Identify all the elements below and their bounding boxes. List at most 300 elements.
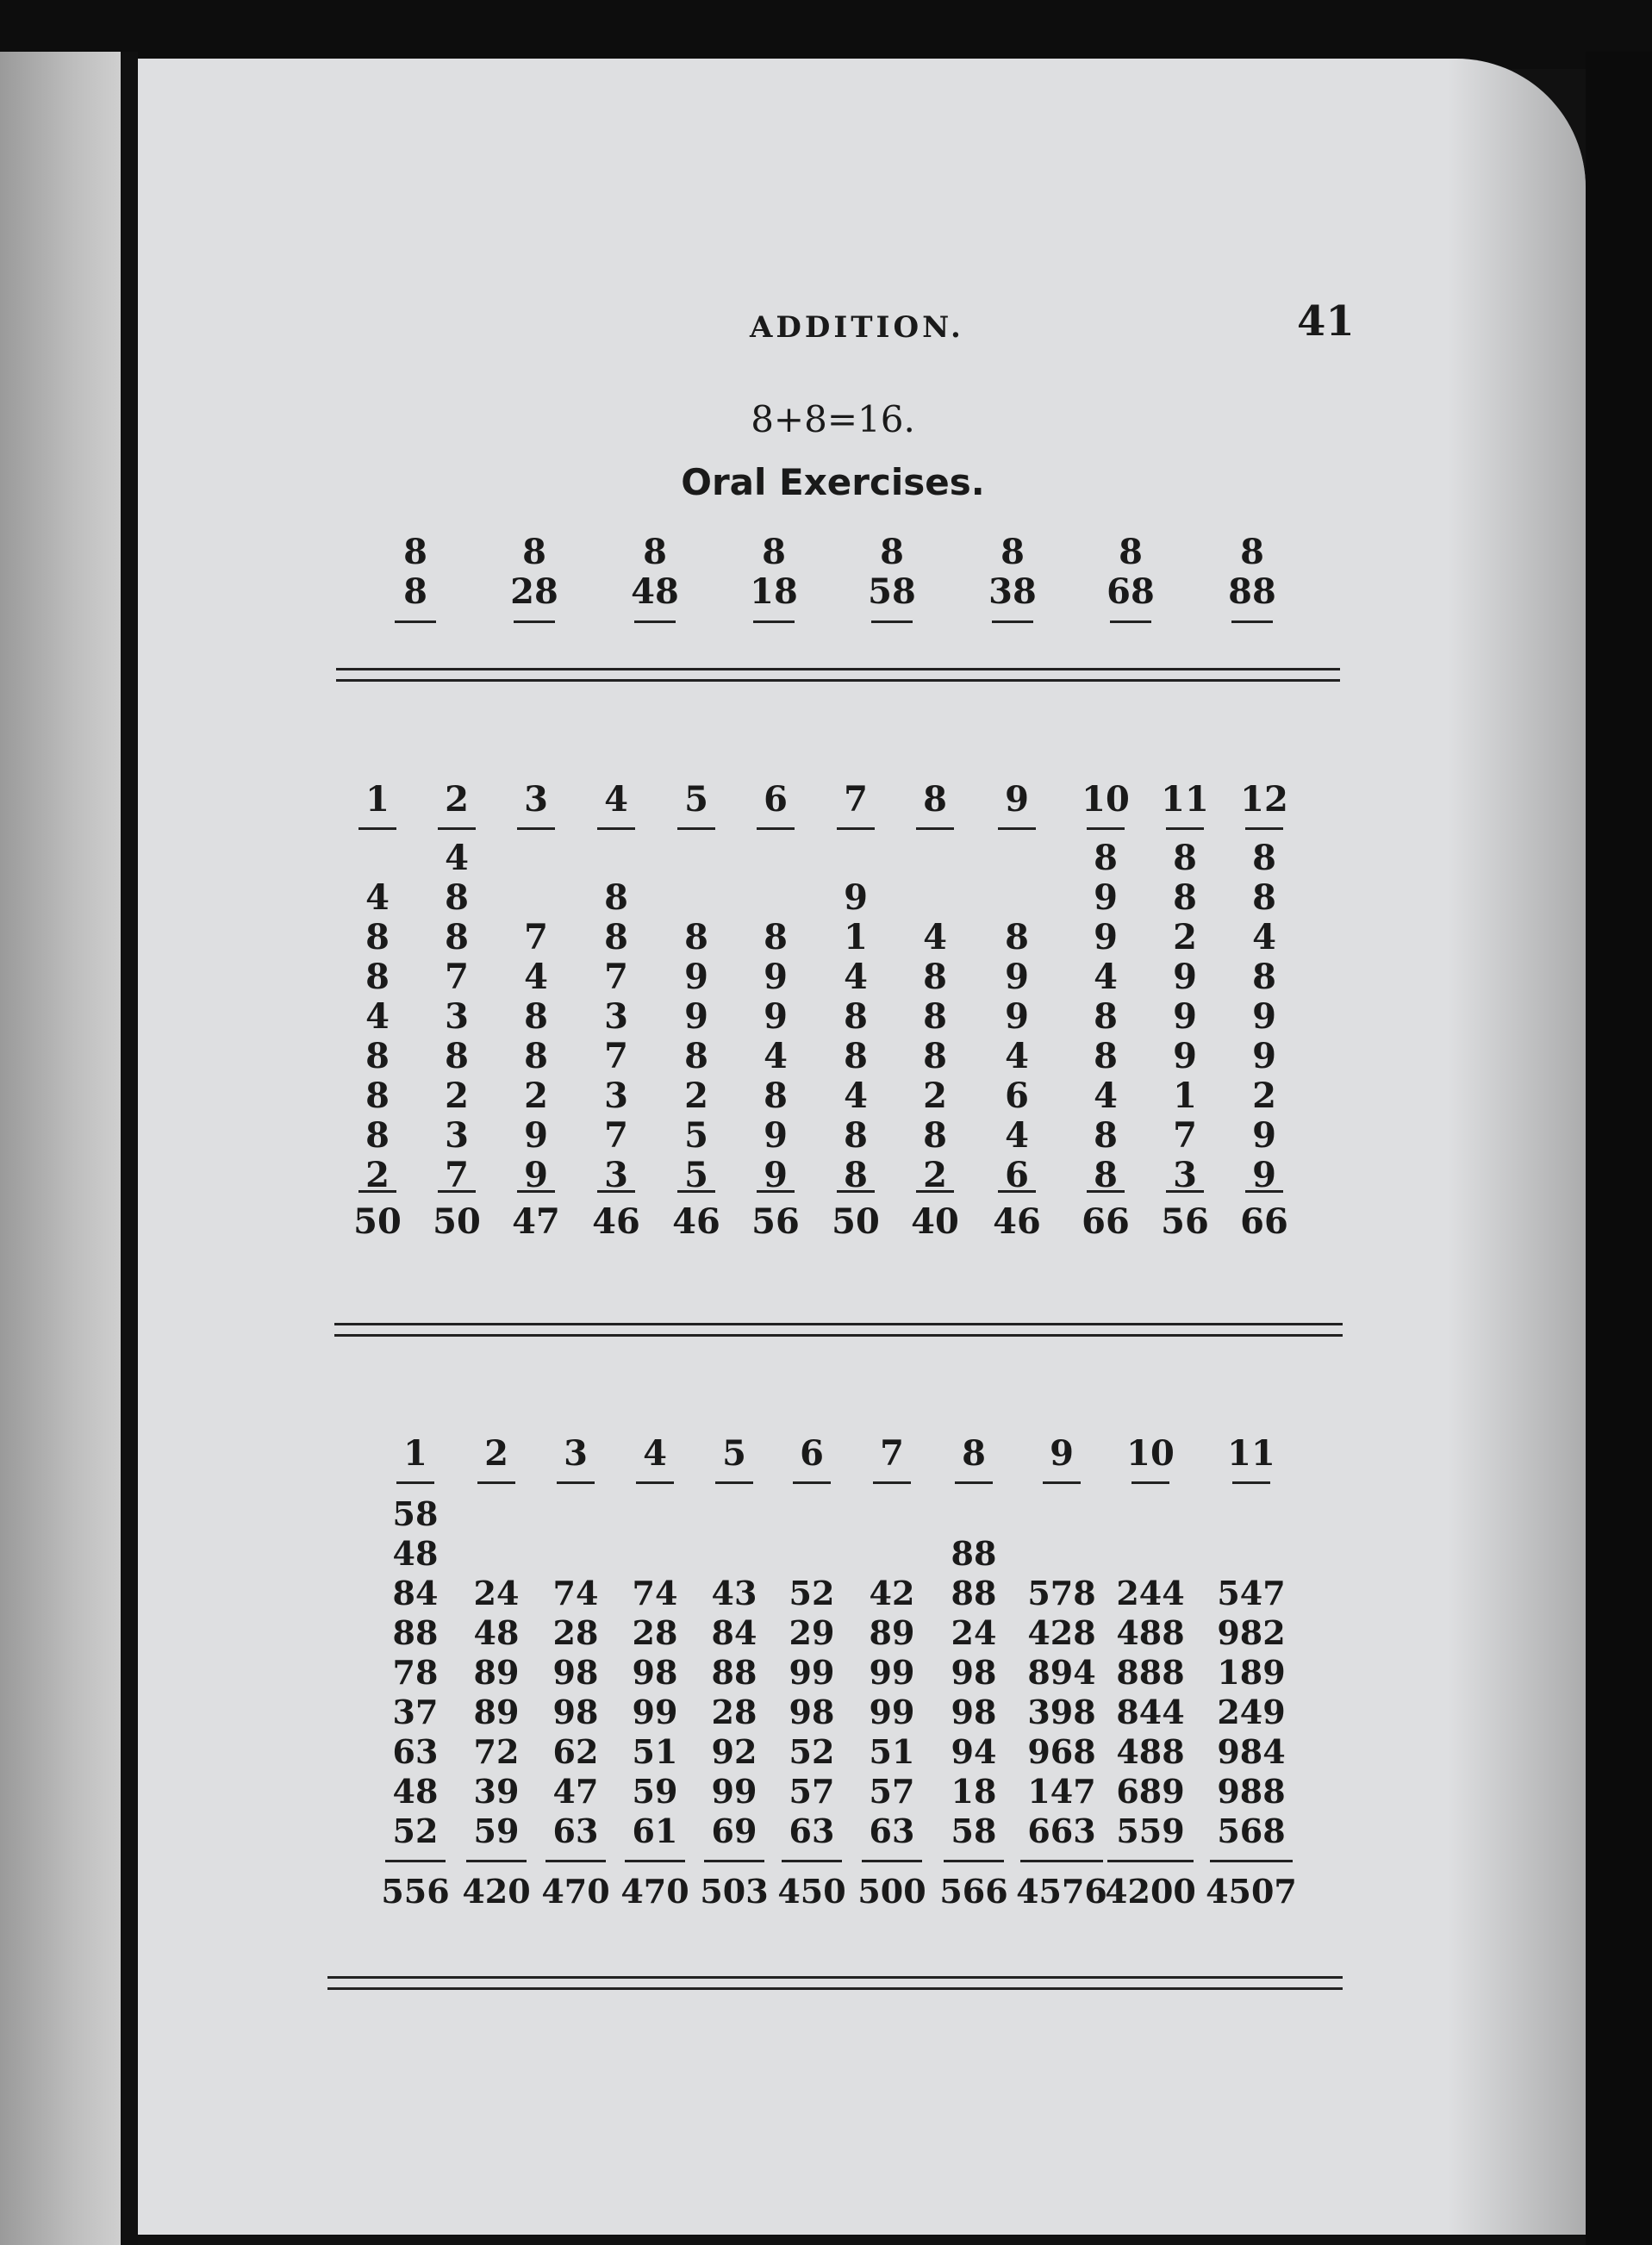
column-total: 470 [620, 1872, 689, 1911]
addend: 24 [473, 1574, 520, 1612]
addend: 88 [1228, 571, 1276, 612]
addend: 8 [1001, 532, 1025, 572]
exercise-column [1204, 1428, 1299, 1918]
addend: 18 [750, 571, 798, 612]
addend [1204, 1494, 1299, 1534]
exercise-number: 9 [1005, 779, 1029, 820]
addend [343, 839, 412, 878]
oral-exercise [969, 533, 1056, 632]
exercise-number: 9 [1050, 1433, 1074, 1474]
addend: 8 [684, 1036, 708, 1076]
addend: 9 [1094, 877, 1118, 918]
addend: 28 [510, 571, 558, 612]
addend: 8 [764, 1076, 788, 1116]
sum-line [753, 620, 795, 623]
addend: 9 [524, 1155, 548, 1195]
addend-stack [422, 838, 491, 1195]
addend: 52 [789, 1732, 835, 1771]
addend [1103, 1494, 1198, 1534]
addend: 52 [392, 1812, 439, 1850]
addend: 48 [392, 1534, 439, 1573]
addend: 3 [1173, 1155, 1197, 1195]
running-title: ADDITION. [750, 310, 964, 345]
addend: 3 [445, 1115, 469, 1156]
sum-line [704, 1860, 764, 1862]
exercise-number: 1 [403, 1433, 427, 1474]
exercise-column [821, 774, 890, 1248]
addend: 8 [643, 532, 667, 572]
oral-exercise [1209, 533, 1295, 632]
addend: 9 [1252, 1155, 1276, 1195]
addend: 4 [524, 957, 548, 997]
label-rule [916, 827, 954, 830]
addend [982, 878, 1051, 918]
oral-exercise [731, 533, 817, 632]
label-rule [1043, 1481, 1081, 1484]
addend: 8 [1252, 957, 1276, 997]
addend: 8 [1094, 996, 1118, 1037]
addend: 43 [711, 1574, 757, 1612]
addend: 9 [1173, 1036, 1197, 1076]
addend: 189 [1217, 1653, 1286, 1692]
sum-line [625, 1860, 685, 1862]
addend: 7 [1173, 1115, 1197, 1156]
addend: 28 [552, 1613, 599, 1652]
addend: 8 [923, 957, 947, 997]
exercise-number: 5 [722, 1433, 746, 1474]
addend: 9 [1005, 996, 1029, 1037]
addend: 888 [1116, 1653, 1185, 1692]
addend: 9 [524, 1115, 548, 1156]
addend [502, 839, 570, 878]
scan-right-border [1586, 52, 1652, 2245]
addend: 37 [392, 1693, 439, 1731]
exercise-column [582, 774, 651, 1248]
addend: 72 [473, 1732, 520, 1771]
addend: 8 [522, 532, 546, 572]
addend: 88 [951, 1534, 997, 1573]
addend: 8 [844, 1036, 868, 1076]
addend: 63 [869, 1812, 915, 1850]
label-rule [837, 827, 875, 830]
addend: 8 [1252, 838, 1276, 878]
exercise-column [901, 774, 969, 1248]
addend: 18 [951, 1772, 997, 1811]
addend-stack [845, 1494, 939, 1851]
label-rule [757, 827, 795, 830]
addend: 8 [844, 1155, 868, 1195]
addend: 59 [473, 1812, 520, 1850]
label-rule [677, 827, 715, 830]
label-rule [438, 827, 476, 830]
addend-stack [343, 839, 412, 1195]
addend: 8 [1094, 1036, 1118, 1076]
addend: 7 [604, 957, 628, 997]
addend: 28 [711, 1693, 757, 1731]
column-total: 420 [462, 1872, 531, 1911]
lesson-equation: 8+8=16. [751, 398, 915, 440]
addend: 4 [844, 957, 868, 997]
label-rule [715, 1481, 753, 1484]
addend-stack [1014, 1494, 1109, 1851]
exercise-number: 4 [604, 779, 628, 820]
addend: 28 [632, 1613, 678, 1652]
label-rule [1131, 1481, 1169, 1484]
addend: 8 [445, 917, 469, 957]
addend: 9 [764, 1115, 788, 1156]
addend: 4 [1005, 1036, 1029, 1076]
column-total: 56 [1161, 1201, 1209, 1242]
addend: 51 [632, 1732, 678, 1771]
addend: 2 [365, 1155, 390, 1195]
addend [926, 1494, 1021, 1534]
addend-stack [926, 1494, 1021, 1851]
double-rule-2 [334, 1323, 1343, 1337]
addend: 8 [445, 877, 469, 918]
addend: 3 [445, 996, 469, 1037]
addend-stack [741, 839, 810, 1195]
addend: 68 [1107, 571, 1155, 612]
addend: 48 [392, 1772, 439, 1811]
addend: 2 [524, 1076, 548, 1116]
oral-exercise [491, 533, 577, 632]
addend: 4 [445, 838, 469, 878]
sum-line [1107, 1860, 1194, 1862]
addend: 98 [789, 1693, 835, 1731]
exercise-number: 11 [1227, 1433, 1275, 1474]
addend: 8 [684, 917, 708, 957]
addend: 428 [1027, 1613, 1096, 1652]
addend [845, 1534, 939, 1574]
sum-line [1020, 1860, 1103, 1862]
exercise-column [926, 1428, 1021, 1918]
addend: 99 [632, 1693, 678, 1731]
addend: 663 [1027, 1812, 1096, 1850]
addend: 88 [392, 1613, 439, 1652]
addend: 984 [1217, 1732, 1286, 1771]
addend: 8 [844, 996, 868, 1037]
sum-line [395, 620, 436, 623]
addend: 6 [1005, 1076, 1029, 1116]
addend: 689 [1116, 1772, 1185, 1811]
addend: 8 [1173, 838, 1197, 878]
addend [901, 878, 969, 918]
addend: 8 [445, 1036, 469, 1076]
addend: 98 [951, 1693, 997, 1731]
addend: 8 [1094, 1115, 1118, 1156]
addend: 8 [524, 996, 548, 1037]
column-total: 566 [939, 1872, 1008, 1911]
exercise-number: 11 [1161, 779, 1209, 820]
exercise-number: 8 [923, 779, 947, 820]
addend: 9 [1005, 957, 1029, 997]
addend [821, 839, 890, 878]
addend: 99 [789, 1653, 835, 1692]
addend: 147 [1027, 1772, 1096, 1811]
label-rule [1232, 1481, 1270, 1484]
exercise-number: 6 [764, 779, 788, 820]
addend: 9 [1252, 996, 1276, 1037]
addend: 1 [844, 917, 868, 957]
exercise-number: 12 [1240, 779, 1288, 820]
addend: 47 [552, 1772, 599, 1811]
addend: 7 [604, 1036, 628, 1076]
addend: 2 [1252, 1076, 1276, 1116]
addend: 8 [1252, 877, 1276, 918]
addend: 99 [869, 1693, 915, 1731]
addend: 58 [868, 571, 916, 612]
column-total: 503 [700, 1872, 769, 1911]
addend: 3 [604, 1076, 628, 1116]
addend: 7 [445, 957, 469, 997]
addend: 982 [1217, 1613, 1286, 1652]
addend-stack [1230, 838, 1299, 1195]
addend: 69 [711, 1812, 757, 1850]
addend-stack [582, 839, 651, 1195]
addend: 5 [684, 1155, 708, 1195]
addend: 62 [552, 1732, 599, 1771]
addend: 8 [524, 1036, 548, 1076]
addend [502, 878, 570, 918]
addend: 8 [1240, 532, 1264, 572]
label-rule [396, 1481, 434, 1484]
addend: 6 [1005, 1155, 1029, 1195]
label-rule [477, 1481, 515, 1484]
addend-stack [1150, 838, 1219, 1195]
exercise-number: 6 [800, 1433, 824, 1474]
column-total: 40 [911, 1201, 959, 1242]
label-rule [1087, 827, 1125, 830]
exercise-number: 3 [564, 1433, 588, 1474]
exercise-number: 3 [524, 779, 548, 820]
addend: 244 [1116, 1574, 1185, 1612]
exercise-column [845, 1428, 939, 1918]
exercise-number: 7 [880, 1433, 904, 1474]
addend: 249 [1217, 1693, 1286, 1731]
addend-stack [1071, 838, 1140, 1195]
addend: 9 [1173, 957, 1197, 997]
sum-line [992, 620, 1033, 623]
column-total: 450 [777, 1872, 846, 1911]
addend-stack [901, 839, 969, 1195]
addend: 58 [392, 1494, 439, 1533]
addend: 4 [844, 1076, 868, 1116]
addend: 2 [923, 1076, 947, 1116]
addend: 8 [403, 571, 427, 612]
label-rule [1166, 827, 1204, 830]
addend: 9 [1252, 1036, 1276, 1076]
addend: 559 [1116, 1812, 1185, 1850]
addend: 894 [1027, 1653, 1096, 1692]
facing-page-edge [0, 52, 121, 2245]
oral-exercise [1088, 533, 1174, 632]
column-total: 46 [592, 1201, 640, 1242]
addend: 98 [552, 1653, 599, 1692]
sum-line [466, 1860, 527, 1862]
exercise-number: 1 [365, 779, 390, 820]
exercise-column [343, 774, 412, 1248]
addend: 8 [923, 1115, 947, 1156]
addend: 89 [473, 1653, 520, 1692]
addend: 8 [764, 917, 788, 957]
addend: 89 [473, 1693, 520, 1731]
addend: 488 [1116, 1732, 1185, 1771]
addend: 9 [764, 957, 788, 997]
addend: 4 [923, 917, 947, 957]
sum-line [385, 1860, 446, 1862]
addend: 4 [764, 1036, 788, 1076]
label-rule [955, 1481, 993, 1484]
addend: 578 [1027, 1574, 1096, 1612]
addend: 8 [365, 1076, 390, 1116]
addend: 84 [392, 1574, 439, 1612]
sum-line [782, 1860, 842, 1862]
addend: 78 [392, 1653, 439, 1692]
addend: 9 [764, 1155, 788, 1195]
addend: 2 [684, 1076, 708, 1116]
addend: 4 [1005, 1115, 1029, 1156]
addend [662, 839, 731, 878]
exercise-column [1103, 1428, 1198, 1918]
sum-line [545, 1860, 606, 1862]
addend: 48 [631, 571, 679, 612]
exercise-number: 2 [445, 779, 469, 820]
addend [982, 839, 1051, 878]
addend: 8 [365, 1115, 390, 1156]
label-rule [793, 1481, 831, 1484]
addend: 51 [869, 1732, 915, 1771]
addend: 8 [365, 957, 390, 997]
exercise-number: 10 [1126, 1433, 1175, 1474]
addend: 9 [1173, 996, 1197, 1037]
addend: 8 [604, 917, 628, 957]
addend-stack [982, 839, 1051, 1195]
addend: 59 [632, 1772, 678, 1811]
column-total: 50 [353, 1201, 402, 1242]
addend: 8 [1005, 917, 1029, 957]
addend: 98 [552, 1693, 599, 1731]
addend: 98 [632, 1653, 678, 1692]
addend: 9 [764, 996, 788, 1037]
double-rule-3 [327, 1976, 1343, 1990]
double-rule-1 [336, 668, 1340, 682]
addend: 57 [869, 1772, 915, 1811]
exercise-number: 5 [684, 779, 708, 820]
addend: 88 [951, 1574, 997, 1612]
addend: 3 [604, 996, 628, 1037]
addend: 99 [869, 1653, 915, 1692]
addend: 8 [923, 996, 947, 1037]
sum-line [862, 1860, 922, 1862]
addend: 8 [762, 532, 786, 572]
column-total: 4507 [1206, 1872, 1297, 1911]
addend: 8 [923, 1036, 947, 1076]
exercise-column [422, 774, 491, 1248]
addend: 988 [1217, 1772, 1286, 1811]
page-number: 41 [1297, 297, 1355, 346]
exercise-column [982, 774, 1051, 1248]
label-rule [1245, 827, 1283, 830]
column-total: 66 [1240, 1201, 1288, 1242]
label-rule [358, 827, 396, 830]
addend: 8 [403, 532, 427, 572]
addend: 4 [365, 996, 390, 1037]
addend: 39 [473, 1772, 520, 1811]
addend [1103, 1534, 1198, 1574]
exercise-column [502, 774, 570, 1248]
addend: 88 [711, 1653, 757, 1692]
exercise-column [1071, 774, 1140, 1248]
addend: 61 [632, 1812, 678, 1850]
label-rule [517, 827, 555, 830]
addend: 84 [711, 1613, 757, 1652]
addend: 1 [1173, 1076, 1197, 1116]
exercise-column [1150, 774, 1219, 1248]
column-total: 4576 [1016, 1872, 1107, 1911]
addend [845, 1494, 939, 1534]
column-total: 56 [751, 1201, 800, 1242]
addend: 89 [869, 1613, 915, 1652]
sum-line [944, 1860, 1004, 1862]
exercise-number: 4 [643, 1433, 667, 1474]
addend: 7 [524, 917, 548, 957]
addend: 8 [844, 1115, 868, 1156]
addend: 58 [951, 1812, 997, 1850]
addend [582, 839, 651, 878]
addend [1014, 1494, 1109, 1534]
addend: 398 [1027, 1693, 1096, 1731]
addend: 547 [1217, 1574, 1286, 1612]
addend: 98 [951, 1653, 997, 1692]
addend: 8 [1094, 838, 1118, 878]
exercise-column [662, 774, 731, 1248]
addend [901, 839, 969, 878]
book-gutter [121, 52, 138, 2245]
addend: 8 [604, 877, 628, 918]
addend: 8 [1173, 877, 1197, 918]
column-total: 470 [541, 1872, 610, 1911]
label-rule [636, 1481, 674, 1484]
oral-exercise [612, 533, 698, 632]
addend: 7 [604, 1115, 628, 1156]
addend: 9 [1094, 917, 1118, 957]
sum-line [871, 620, 913, 623]
column-total: 66 [1082, 1201, 1130, 1242]
addend: 968 [1027, 1732, 1096, 1771]
label-rule [998, 827, 1036, 830]
column-total: 500 [857, 1872, 926, 1911]
addend: 94 [951, 1732, 997, 1771]
column-total: 50 [433, 1201, 481, 1242]
addend-stack [821, 839, 890, 1195]
oral-exercise [372, 533, 458, 632]
addend: 24 [951, 1613, 997, 1652]
exercise-number: 7 [844, 779, 868, 820]
addend: 92 [711, 1732, 757, 1771]
addend-stack [502, 839, 570, 1195]
addend: 9 [684, 957, 708, 997]
addend: 7 [445, 1155, 469, 1195]
addend: 4 [365, 877, 390, 918]
addend-stack [1204, 1494, 1299, 1851]
column-total: 4200 [1105, 1872, 1196, 1911]
oral-exercise [849, 533, 935, 632]
sum-line [1231, 620, 1273, 623]
addend: 8 [365, 917, 390, 957]
sum-line [634, 620, 676, 623]
addend: 568 [1217, 1812, 1286, 1850]
addend: 74 [632, 1574, 678, 1612]
